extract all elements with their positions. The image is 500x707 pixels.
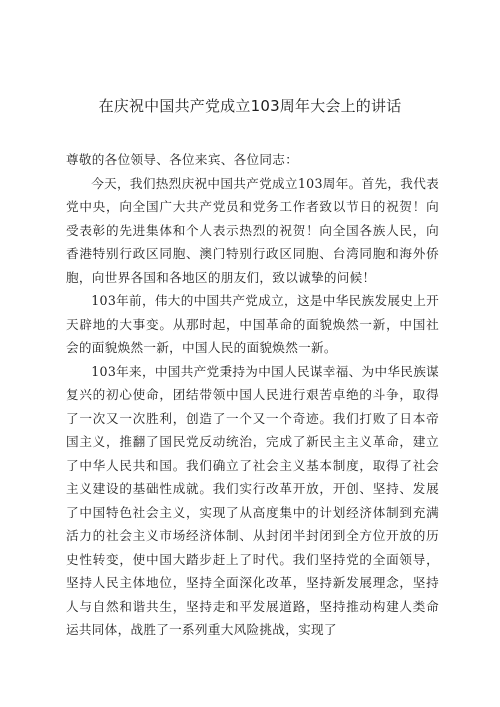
document-body — [66, 148, 439, 642]
salutation: 尊敬的各位领导、各位来宾、各位同志： — [66, 152, 299, 167]
paragraph-1: 今天，我们热烈庆祝中国共产党成立103周年。首先，我代表党中央，向全国广大共产党员和党务工作者致以节日的祝贺！向受表彰的先进集体和个人表示热烈的祝贺！向全国各族人民，向香港特别行政区同胞、澳门特别行政区同胞、台湾同胞和海外侨胞，向世界各国和各地区的朋友们，致以诚挚的问候！ — [66, 175, 439, 285]
paragraph-3: 103年来，中国共产党秉持为中国人民谋幸福、为中华民族谋复兴的初心使命，团结带领中国人民进行艰苦卓绝的斗争，取得了一次又一次胜利，创造了一个又一个奇迹。我们打败了日本帝国主义，推翻了国民党反动统治，完成了新民主主义革命，建立了中华人民共和国。我们确立了社会主义基本制度，取得了社会主义建设的基础性成就。我们实行改革开放，开创、坚持、发展了中国特色社会主义，实现了从高度集中的计划经济体制到充满活力的社会主义市场经济体制、从封闭半封闭到全方位开放的历史性转变，使中国大踏步赶上了时代。我们坚持党的全面领导，坚持人民主体地位，坚持全面深化改革，坚持新发展理念，坚持人与自然和谐共生，坚持走和平发展道路，坚持推动构建人类命运共同体，战胜了一系列重大风险挑战，实现了 — [66, 363, 439, 637]
document-title: 在庆祝中国共产党成立103周年大会上的讲话 — [98, 97, 402, 115]
paragraph-2: 103年前，伟大的中国共产党成立，这是中华民族发展史上开天辟地的大事变。从那时起，中国革命的面貌焕然一新，中国社会的面貌焕然一新，中国人民的面貌焕然一新。 — [66, 293, 439, 355]
